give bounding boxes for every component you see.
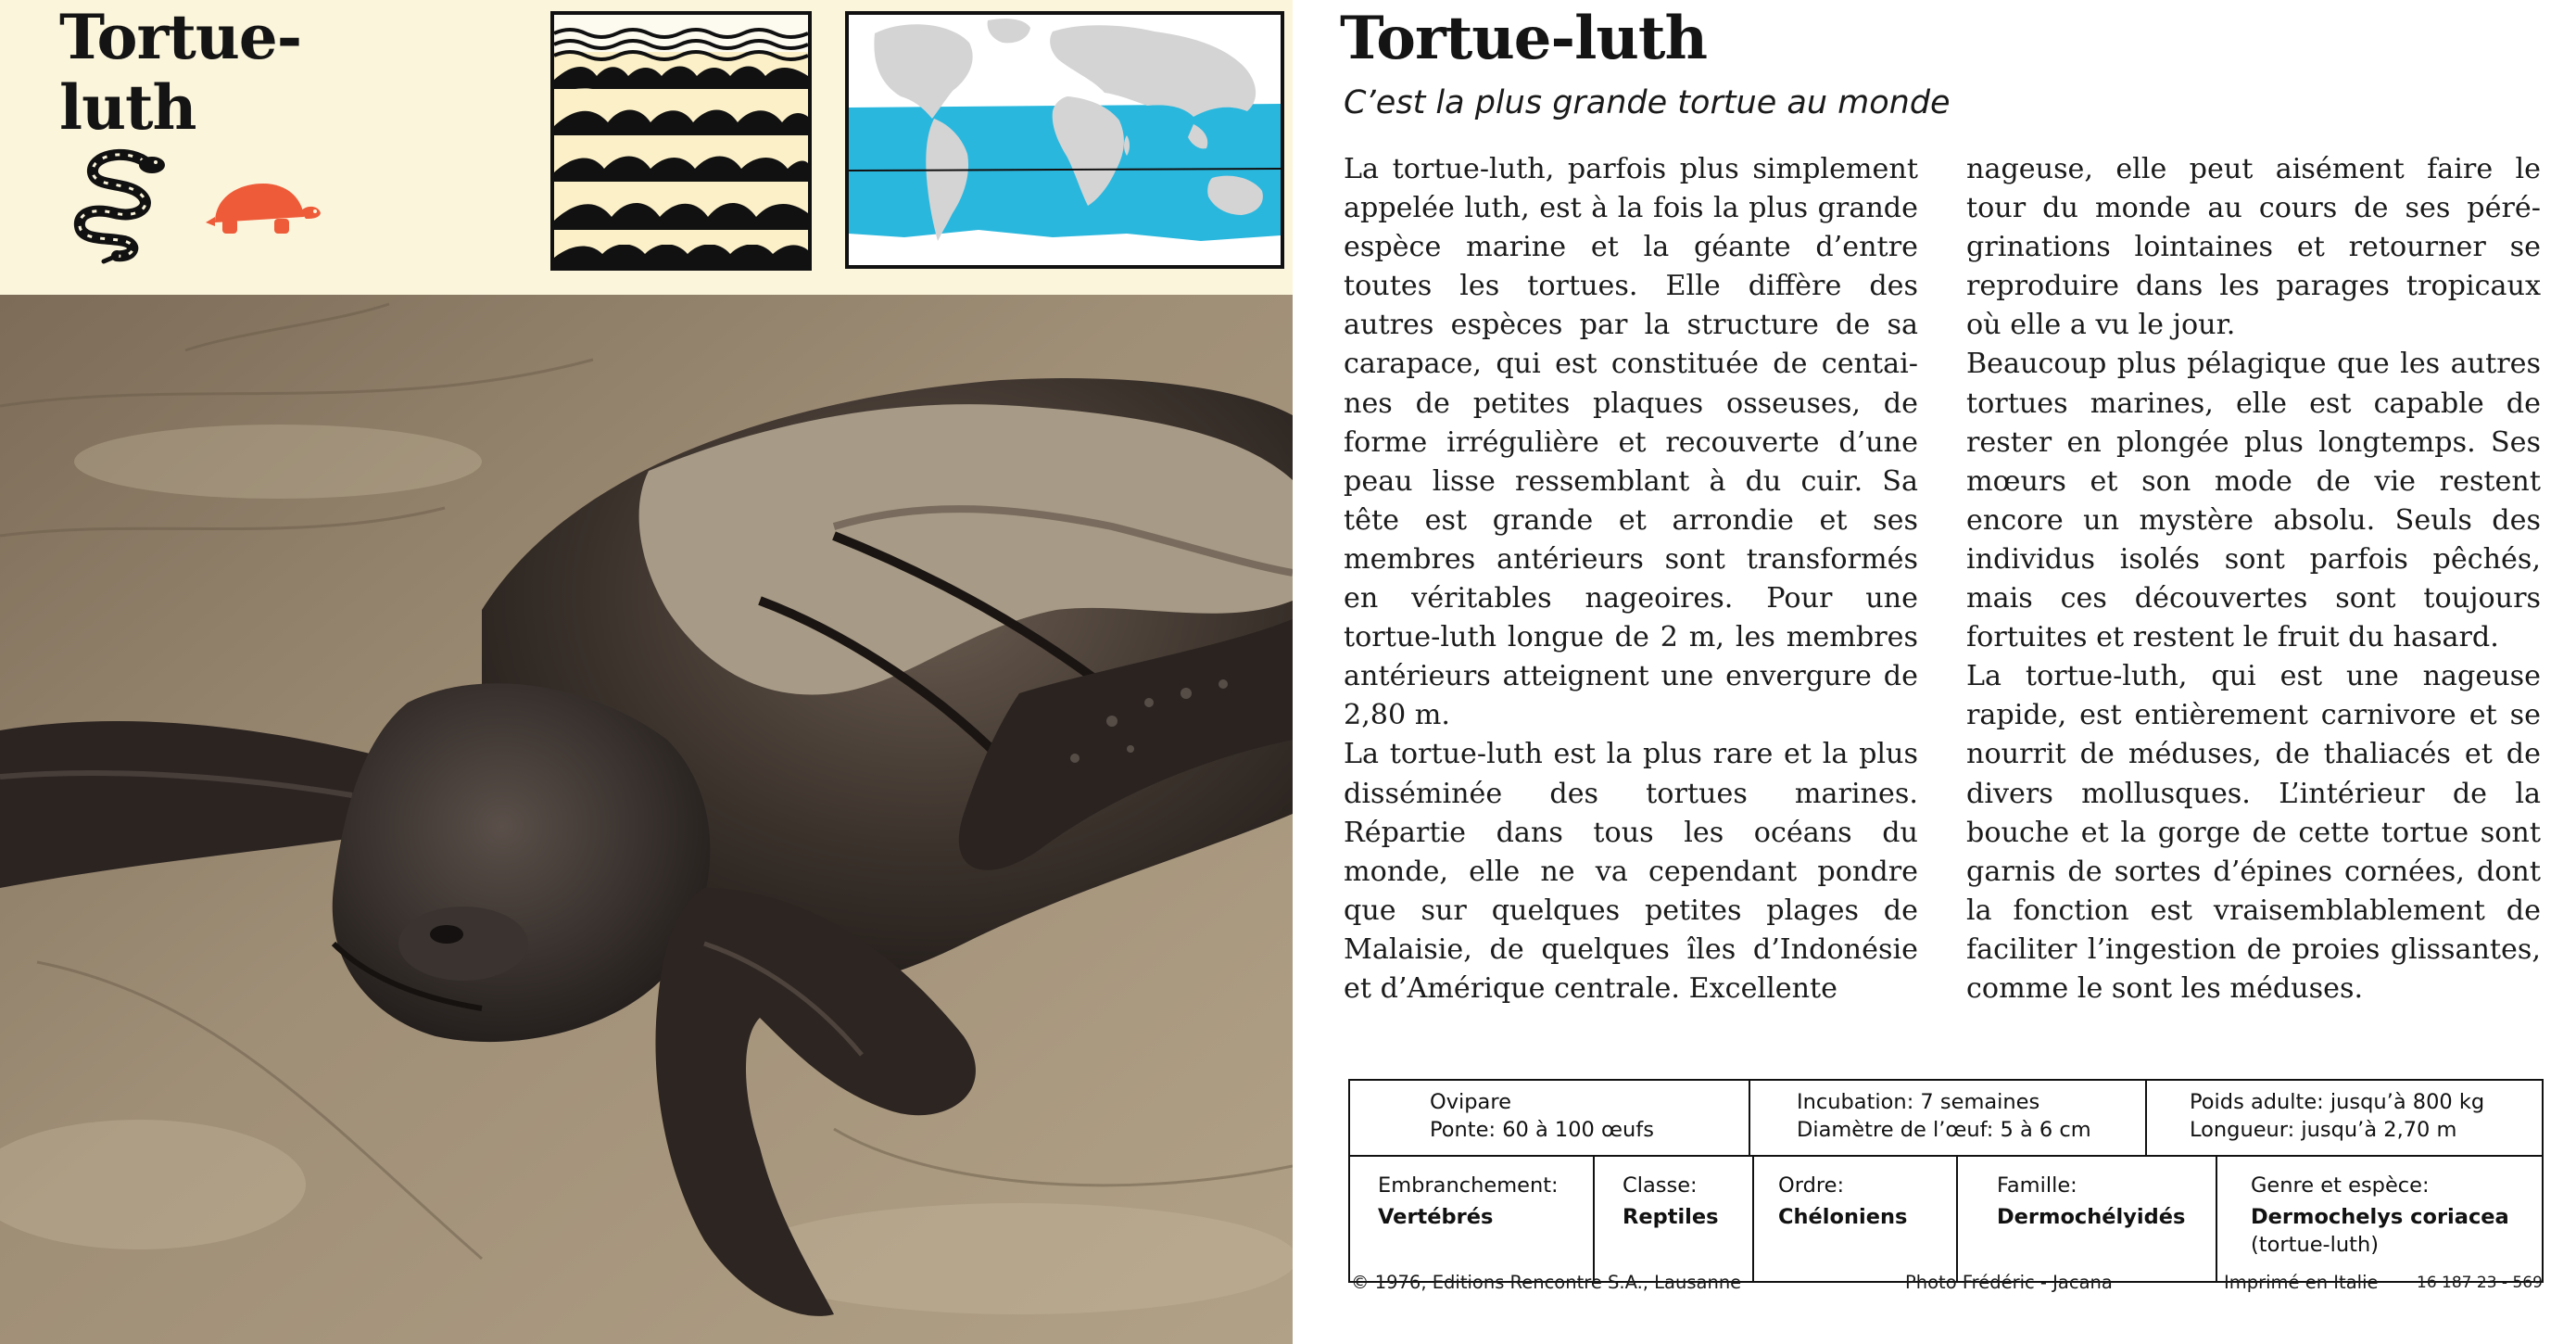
turtle-photo-drawing xyxy=(0,295,1293,1344)
facts-line: Diamètre de l’œuf: 5 à 6 cm xyxy=(1797,1118,2091,1142)
card-code: 16 187 23 - 569 xyxy=(2417,1274,2543,1292)
world-map-icon xyxy=(845,11,1284,269)
card-header xyxy=(0,0,1293,295)
taxonomy-extra: (tortue-luth) xyxy=(2251,1233,2380,1257)
distribution-map xyxy=(849,15,1281,265)
turtle-icon xyxy=(202,176,322,236)
facts-line: Ponte: 60 à 100 œufs xyxy=(1430,1118,1654,1142)
facts-line: Incubation: 7 semaines xyxy=(1797,1090,2040,1114)
taxonomy-row xyxy=(1350,1157,2542,1281)
taxonomy-value: Chéloniens xyxy=(1778,1205,1908,1229)
printed-in: Imprimé en Italie xyxy=(2224,1272,2379,1293)
facts-table xyxy=(1348,1079,2544,1283)
facts-line: Ovipare xyxy=(1430,1090,1511,1114)
paragraph: nageuse, elle peut aisément faire le tour du monde au cours de ses pérégrinations lointaines et retourner se reproduire dans les parages tropicaux où elle a vu le jour. xyxy=(1966,153,2541,342)
card-title-line2: luth xyxy=(59,71,196,144)
facts-line: Longueur: jusqu’à 2,70 m xyxy=(2190,1118,2457,1142)
card-footer xyxy=(1351,1272,2546,1300)
photo-credit: Photo Frédéric - Jacana xyxy=(1905,1272,2113,1293)
taxonomy-label: Embranchement: xyxy=(1378,1173,1559,1198)
article-title: Tortue-luth xyxy=(1340,4,1707,73)
taxonomy-label: Famille: xyxy=(1997,1173,2077,1198)
taxonomy-label: Classe: xyxy=(1623,1173,1698,1198)
taxonomy-cell xyxy=(1752,1157,1956,1281)
taxonomy-cell xyxy=(2216,1157,2542,1281)
waves-drawing xyxy=(554,15,808,267)
turtle-photo xyxy=(0,295,1293,1344)
taxonomy-value: Vertébrés xyxy=(1378,1205,1494,1229)
article-column-1 xyxy=(1344,150,1918,1008)
copyright: © 1976, Editions Rencontre S.A., Lausanne xyxy=(1351,1272,1742,1293)
snake-icon xyxy=(59,148,178,264)
card-title xyxy=(59,2,301,143)
article-column-2 xyxy=(1966,150,2541,1008)
ocean-waves-icon xyxy=(550,11,812,271)
facts-cell xyxy=(1350,1081,1749,1155)
card-title-line1: Tortue- xyxy=(59,1,302,73)
taxonomy-value: Dermochelys coriacea xyxy=(2251,1205,2509,1229)
paragraph: La tortue-luth est la plus rare et la plus disséminée des tortues marines. Répartie dans tous les océans du monde, elle ne va cependant pondre que sur quelques petites plages de Malaisie, de quelques îles d’Indonésie et d’Amérique centrale. Excellente xyxy=(1344,738,1918,1005)
reproduction-row xyxy=(1350,1081,2542,1157)
paragraph: Beaucoup plus pélagique que les autres tortues marines, elle est capable de rester en plongée plus longtemps. Ses mœurs et son mode de vie restent encore un mystère absolu. Seuls des individus isolés sont parfois pêchés, mais ces découvertes sont toujours fortuites et restent le fruit du hasard. xyxy=(1966,348,2541,654)
taxonomy-cell xyxy=(1956,1157,2216,1281)
taxonomy-cell xyxy=(1350,1157,1593,1281)
taxonomy-value: Dermochélyidés xyxy=(1997,1205,2186,1229)
taxonomy-cell xyxy=(1593,1157,1752,1281)
taxonomy-label: Genre et espèce: xyxy=(2251,1173,2430,1198)
facts-line: Poids adulte: jusqu’à 800 kg xyxy=(2190,1090,2485,1114)
paragraph: La tortue-luth, qui est une nageuse rapide, est entièrement carnivore et se nourrit de méduses, de thaliacés et de divers mollusques. L’intérieur de la bouche et la gorge de cette tortue sont garnis de sortes d’épines cornées, dont la fonction est vraisemblablement de faciliter l’ingestion de proies glissantes, comme le sont les méduses. xyxy=(1966,660,2541,1005)
paragraph: La tortue-luth, parfois plus simplement appelée luth, est à la fois la plus grande espèce marine et la géante d’entre toutes les tortues. Elle diffère des autres espèces par la structure de sa carapace, qui est constituée de centaines de petites plaques osseuses, de forme irrégulière et recouverte d’une peau lisse ressemblant à du cuir. Sa tête est grande et arrondie et ses membres antérieurs sont transformés en véritables nageoires. Pour une tortue-luth longue de 2 m, les membres antérieurs atteignent une envergure de 2,80 m. xyxy=(1344,153,1918,732)
taxonomy-label: Ordre: xyxy=(1778,1173,1845,1198)
taxonomy-value: Reptiles xyxy=(1623,1205,1719,1229)
facts-cell xyxy=(2145,1081,2542,1155)
facts-cell xyxy=(1749,1081,2145,1155)
article-subtitle: C’est la plus grande tortue au monde xyxy=(1344,84,1951,121)
